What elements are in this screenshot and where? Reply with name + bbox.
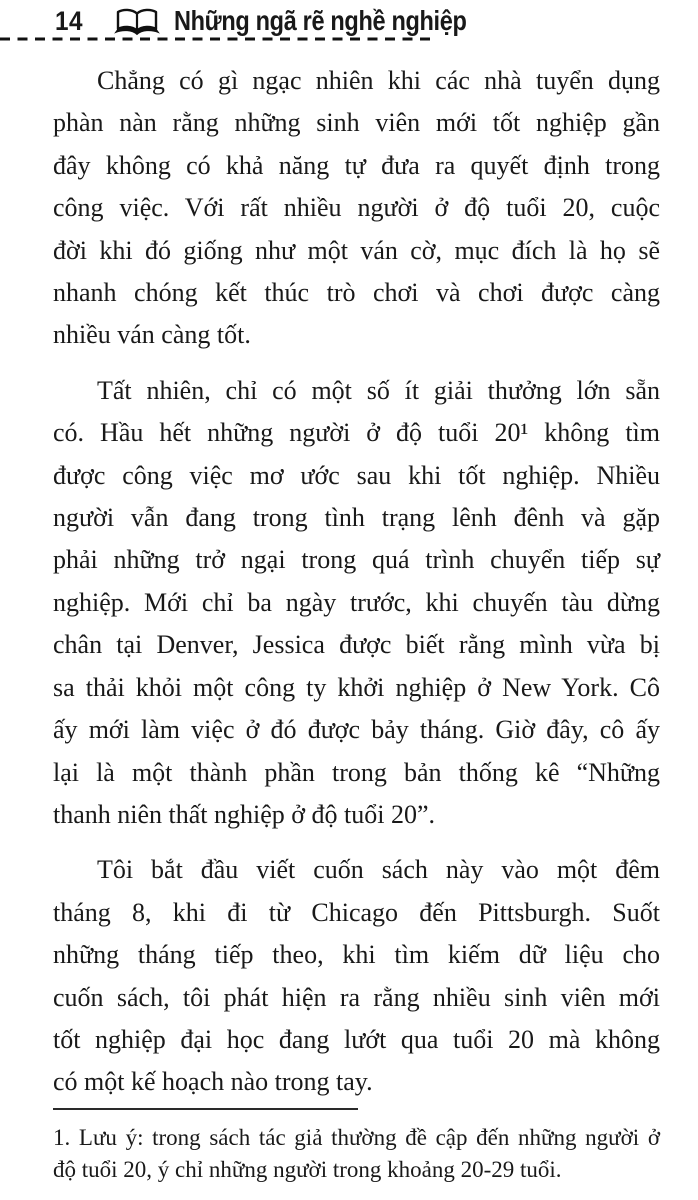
text-line: đây không có khả năng tự đưa ra quyết định trong	[53, 150, 660, 180]
footnote	[53, 1108, 660, 1185]
open-book-icon	[114, 7, 160, 36]
text-line: phải những trở ngại trong quá trình chuyển tiếp sự	[53, 545, 660, 575]
text-line: sa thải khỏi một công ty khởi nghiệp ở New York. Cô	[53, 672, 660, 702]
text-line: nghiệp. Mới chỉ ba ngày trước, khi chuyến tàu dừng	[53, 587, 660, 617]
paragraph-3	[53, 849, 660, 1103]
text-line: những tháng tiếp theo, khi tìm kiếm dữ liệu cho	[53, 940, 660, 970]
text-line: độ tuổi 20, ý chỉ những người trong khoảng 20-29 tuổi.	[53, 1156, 562, 1182]
paragraph-1	[53, 60, 660, 357]
header-dashed-divider	[0, 37, 432, 41]
text-line: Tôi bắt đầu viết cuốn sách này vào một đêm	[97, 855, 660, 885]
text-line: nhanh chóng kết thúc trò chơi và chơi được càng	[53, 278, 660, 308]
text-line: Tất nhiên, chỉ có một số ít giải thưởng lớn sẵn	[97, 375, 660, 405]
text-line: có một kế hoạch nào trong tay.	[53, 1067, 373, 1097]
text-line: Chẳng có gì ngạc nhiên khi các nhà tuyển dụng	[97, 66, 660, 95]
footnote-text	[53, 1122, 660, 1185]
text-line: được công việc mơ ước sau khi tốt nghiệp. Nhiều	[53, 460, 660, 490]
text-line: 1. Lưu ý: trong sách tác giả thường đề cập đến những người ở	[53, 1125, 660, 1150]
chapter-title: Những ngã rẽ nghề nghiệp	[174, 5, 467, 36]
text-line: chân tại Denver, Jessica được biết rằng mình vừa bị	[53, 630, 660, 660]
text-line: cuốn sách, tôi phát hiện ra rằng nhiều sinh viên mới	[53, 982, 660, 1012]
text-line: lại là một thành phần trong bản thống kê “Những	[53, 757, 660, 787]
text-line: tháng 8, khi đi từ Chicago đến Pittsburgh. Suốt	[53, 897, 660, 927]
text-line: đời khi đó giống như một ván cờ, mục đích là họ sẽ	[53, 235, 660, 265]
text-line: tốt nghiệp đại học đang lướt qua tuổi 20 mà không	[53, 1024, 660, 1054]
text-line: phàn nàn rằng những sinh viên mới tốt nghiệp gần	[53, 108, 660, 138]
text-line: có. Hầu hết những người ở độ tuổi 20¹ không tìm	[53, 418, 660, 448]
page-number: 14	[55, 5, 83, 36]
paragraph-2	[53, 370, 660, 836]
text-line: nhiều ván càng tốt.	[53, 320, 251, 350]
text-line: người vẫn đang trong tình trạng lênh đênh và gặp	[53, 503, 660, 533]
text-line: thanh niên thất nghiệp ở độ tuổi 20”.	[53, 799, 436, 829]
text-line: công việc. Với rất nhiều người ở độ tuổi 20, cuộc	[53, 193, 660, 223]
page-header	[55, 6, 698, 36]
body-text	[53, 60, 660, 1117]
text-line: ấy mới làm việc ở đó được bảy tháng. Giờ đây, cô ấy	[53, 715, 660, 745]
footnote-divider	[53, 1108, 358, 1110]
